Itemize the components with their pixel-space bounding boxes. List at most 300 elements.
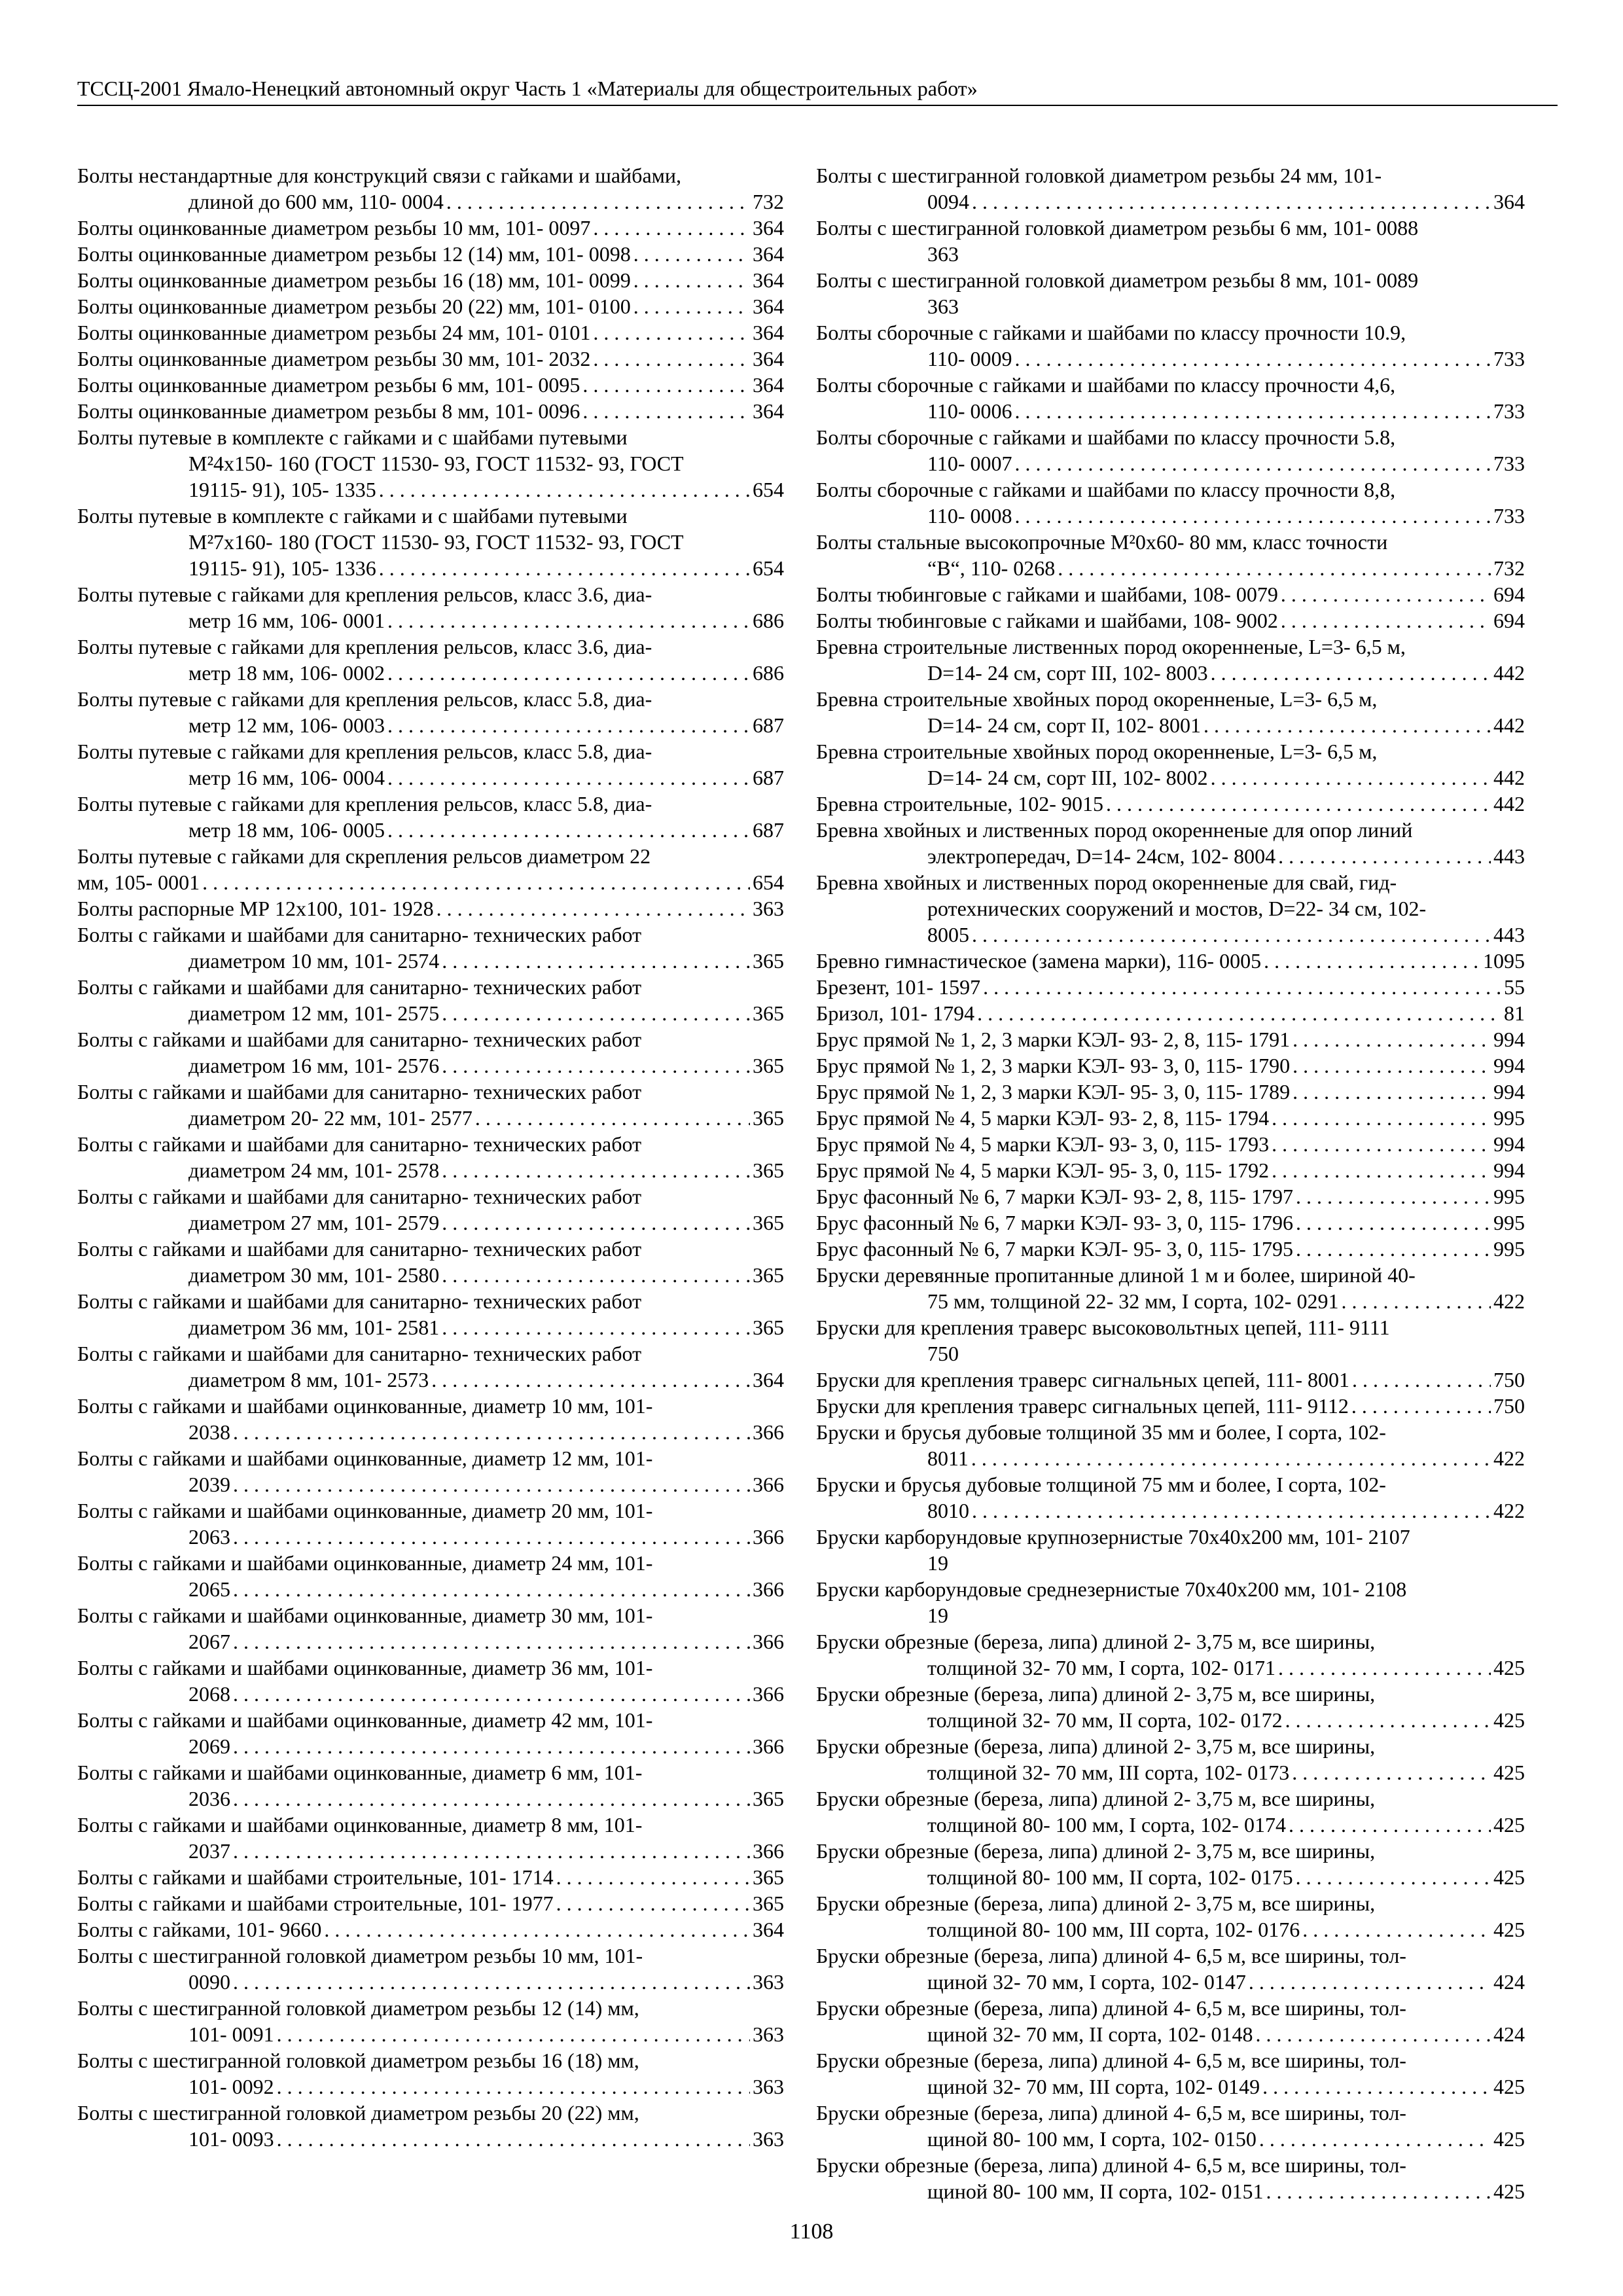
leader-dots — [1211, 764, 1491, 791]
index-entry — [77, 1498, 784, 1550]
index-entry — [77, 2047, 784, 2100]
entry-text-tail: 110- 0009 — [927, 347, 1012, 370]
entry-leader-line — [816, 1288, 1525, 1314]
index-entry — [77, 1445, 784, 1498]
entry-leader-line — [77, 1105, 784, 1131]
entry-text: Бруски карборундовые среднезернистые 70х40х200 мм, 101- 2108 — [816, 1577, 1407, 1601]
entry-leader-line — [77, 2073, 784, 2100]
entry-leader-line — [816, 791, 1525, 817]
leader-dots — [556, 1890, 750, 1916]
entry-text-tail: электропередач, D=14- 24см, 102- 8004 — [927, 844, 1276, 868]
leader-dots — [1272, 1131, 1491, 1157]
index-entry — [77, 1995, 784, 2047]
entry-page-number: 364 — [753, 268, 784, 292]
entry-leader-line — [77, 1890, 784, 1916]
index-entry — [816, 267, 1525, 319]
entry-text: Болты путевые с гайками для крепления рельсов, класс 5.8, диа- — [77, 687, 652, 711]
entry-leader-line — [816, 2073, 1525, 2100]
entry-text: Болты с гайками и шайбами оцинкованные, диаметр 8 мм, 101- — [77, 1813, 643, 1837]
entry-leader-line — [77, 241, 784, 267]
entry-page-number: 422 — [1493, 1446, 1525, 1470]
index-entry — [77, 1812, 784, 1864]
entry-leader-line — [816, 1105, 1525, 1131]
entry-leader-line — [77, 1576, 784, 1602]
entry-text: Болты с гайками и шайбами оцинкованные, диаметр 6 мм, 101- — [77, 1761, 643, 1784]
entry-text: Болты с гайками и шайбами оцинкованные, диаметр 36 мм, 101- — [77, 1656, 653, 1679]
entry-text-tail: диаметром 8 мм, 101- 2573 — [188, 1368, 429, 1391]
entry-text-tail: Бризол, 101- 1794 — [816, 1001, 975, 1025]
entry-page-number: 366 — [753, 1839, 784, 1863]
index-entry — [77, 1759, 784, 1812]
entry-page-number: 364 — [753, 295, 784, 318]
leader-dots — [431, 1367, 750, 1393]
entry-leader-line — [816, 974, 1525, 1000]
leader-dots — [233, 1628, 750, 1655]
index-entry — [77, 424, 784, 503]
index-entry — [816, 1183, 1525, 1210]
leader-dots — [1281, 607, 1491, 634]
entry-page-number: 654 — [753, 478, 784, 501]
entry-text-tail: D=14- 24 см, сорт II, 102- 8001 — [927, 713, 1201, 737]
entry-text-tail: толщиной 80- 100 мм, III сорта, 102- 0176 — [927, 1918, 1300, 1941]
entry-page-number: 425 — [1493, 1656, 1525, 1679]
leader-dots — [972, 188, 1491, 215]
entry-leader-line — [816, 2178, 1525, 2204]
index-entry — [816, 1419, 1525, 1471]
index-entry — [816, 1393, 1525, 1419]
entry-text-tail: Брус прямой № 1, 2, 3 марки КЭЛ- 93- 2, 8, 115- 1791 — [816, 1028, 1291, 1051]
entry-text-tail: Болты тюбинговые с гайками и шайбами, 108- 0079 — [816, 583, 1278, 606]
entry-text-tail: Брус прямой № 4, 5 марки КЭЛ- 95- 3, 0, 115- 1792 — [816, 1158, 1270, 1182]
entry-leader-line — [77, 398, 784, 424]
entry-page-number: 365 — [753, 1001, 784, 1025]
entry-page-number: 425 — [1493, 1918, 1525, 1941]
entry-page-number: 365 — [753, 1158, 784, 1182]
entry-text-tail: 19115- 91), 105- 1335 — [188, 478, 376, 501]
entry-page-number: 19 — [927, 1551, 948, 1575]
entry-page-number: 425 — [1493, 2179, 1525, 2203]
entry-text: Болты путевые с гайками для крепления рельсов, класс 5.8, диа- — [77, 740, 652, 763]
entry-text-tail: 101- 0093 — [188, 2127, 274, 2151]
entry-leader-line — [77, 1785, 784, 1812]
entry-text-tail: Бруски для крепления траверс сигнальных цепей, 111- 8001 — [816, 1368, 1350, 1391]
entry-text: Болты с гайками и шайбами оцинкованные, диаметр 24 мм, 101- — [77, 1551, 653, 1575]
entry-text-tail: толщиной 32- 70 мм, II сорта, 102- 0172 — [927, 1708, 1283, 1732]
entry-text-tail: толщиной 32- 70 мм, I сорта, 102- 0171 — [927, 1656, 1275, 1679]
entry-page-number: 425 — [1493, 1865, 1525, 1889]
entry-page-number: 425 — [1493, 2127, 1525, 2151]
index-entry — [77, 634, 784, 686]
index-entry — [77, 1707, 784, 1759]
entry-text-tail: 19115- 91), 105- 1336 — [188, 556, 376, 580]
entry-leader-line — [816, 1393, 1525, 1419]
index-entry — [77, 1288, 784, 1340]
entry-page-line — [816, 241, 1525, 267]
index-entry — [77, 686, 784, 738]
entry-page-number: 365 — [753, 1054, 784, 1077]
entry-page-number: 732 — [753, 190, 784, 213]
entry-text-tail: “В“, 110- 0268 — [927, 556, 1056, 580]
entry-page-number: 442 — [1493, 792, 1525, 816]
entry-page-number: 995 — [1493, 1211, 1525, 1234]
entry-text: Болты с гайками и шайбами для санитарно- технических работ — [77, 923, 642, 946]
entry-leader-line — [77, 215, 784, 241]
entry-text: Болты путевые в комплекте с гайками и с шайбами путевыми — [77, 425, 628, 449]
entry-text-tail: щиной 32- 70 мм, III сорта, 102- 0149 — [927, 2075, 1260, 2098]
leader-dots — [1352, 1367, 1491, 1393]
entry-text: Бруски обрезные (береза, липа) длиной 2- 3,75 м, все ширины, — [816, 1734, 1376, 1758]
leader-dots — [442, 1210, 750, 1236]
entry-text-tail: Болты оцинкованные диаметром резьбы 20 (22) мм, 101- 0100 — [77, 295, 631, 318]
index-entry — [77, 503, 784, 581]
entry-text-tail: 2069 — [188, 1734, 230, 1758]
leader-dots — [633, 267, 750, 293]
entry-text: Болты путевые с гайками для крепления рельсов, класс 3.6, диа- — [77, 635, 652, 658]
index-entry — [816, 738, 1525, 791]
entry-text: Болты с гайками и шайбами для санитарно- технических работ — [77, 1132, 642, 1156]
entry-page-number: 424 — [1493, 1970, 1525, 1994]
entry-page-number: 366 — [753, 1420, 784, 1444]
leader-dots — [475, 1105, 750, 1131]
entry-leader-line — [77, 1367, 784, 1393]
leader-dots — [233, 1524, 750, 1550]
index-entry — [77, 1079, 784, 1131]
entry-text-tail: 2038 — [188, 1420, 230, 1444]
leader-dots — [1341, 1288, 1491, 1314]
entry-text: Болты с гайками и шайбами для санитарно- технических работ — [77, 975, 642, 999]
entry-page-number: 365 — [753, 1211, 784, 1234]
leader-dots — [442, 1314, 750, 1340]
index-entry — [816, 1733, 1525, 1785]
entry-text-tail: Бруски для крепления траверс сигнальных цепей, 111- 9112 — [816, 1394, 1349, 1418]
leader-dots — [1289, 1812, 1491, 1838]
entry-leader-line — [77, 1969, 784, 1995]
entry-page-line — [816, 293, 1525, 319]
leader-dots — [593, 346, 750, 372]
entry-page-number: 732 — [1493, 556, 1525, 580]
entry-page-number: 364 — [753, 373, 784, 397]
entry-page-number: 422 — [1493, 1499, 1525, 1522]
entry-text-tail: щиной 80- 100 мм, I сорта, 102- 0150 — [927, 2127, 1257, 2151]
index-entry — [816, 1079, 1525, 1105]
entry-text-tail: Болты с гайками и шайбами строительные, 101- 1714 — [77, 1865, 554, 1889]
index-entry — [77, 974, 784, 1026]
index-entry — [77, 2100, 784, 2152]
index-entry — [77, 738, 784, 791]
leader-dots — [1262, 2073, 1491, 2100]
index-entry — [816, 1838, 1525, 1890]
index-entry — [77, 1340, 784, 1393]
index-column-right — [816, 162, 1525, 2204]
entry-leader-line — [77, 895, 784, 922]
entry-text-tail: Брус прямой № 1, 2, 3 марки КЭЛ- 95- 3, 0, 115- 1789 — [816, 1080, 1291, 1103]
index-entry — [77, 843, 784, 895]
index-entry — [816, 1236, 1525, 1262]
entry-text-tail: 110- 0006 — [927, 399, 1012, 423]
entry-leader-line — [816, 712, 1525, 738]
index-entry — [816, 319, 1525, 372]
leader-dots — [582, 398, 750, 424]
entry-page-number: 750 — [927, 1342, 959, 1365]
entry-page-number: 363 — [753, 2127, 784, 2151]
entry-leader-line — [816, 1026, 1525, 1052]
leader-dots — [324, 1916, 750, 1943]
index-entry — [77, 895, 784, 922]
entry-text-tail: Болты оцинкованные диаметром резьбы 6 мм, 101- 0095 — [77, 373, 580, 397]
entry-leader-line — [77, 1052, 784, 1079]
entry-text-tail: Брус прямой № 1, 2, 3 марки КЭЛ- 93- 3, 0, 115- 1790 — [816, 1054, 1291, 1077]
index-entry — [77, 1655, 784, 1707]
entry-page-number: 363 — [927, 295, 959, 318]
leader-dots — [1302, 1916, 1491, 1943]
index-entry — [816, 1314, 1525, 1367]
leader-dots — [1296, 1236, 1491, 1262]
leader-dots — [442, 1000, 750, 1026]
entry-page-number: 365 — [753, 1316, 784, 1339]
entry-text-tail: толщиной 80- 100 мм, I сорта, 102- 0174 — [927, 1813, 1286, 1837]
entry-leader-line — [816, 1210, 1525, 1236]
index-entry — [816, 869, 1525, 948]
entry-leader-line — [77, 948, 784, 974]
leader-dots — [1285, 1707, 1491, 1733]
entry-text: Болты с гайками и шайбами для санитарно- технических работ — [77, 1185, 642, 1208]
entry-leader-line — [77, 319, 784, 346]
entry-leader-line — [77, 1210, 784, 1236]
index-entry — [816, 2152, 1525, 2204]
leader-dots — [1272, 1157, 1491, 1183]
entry-page-number: 366 — [753, 1682, 784, 1706]
entry-leader-line — [816, 1759, 1525, 1785]
index-entry — [816, 1995, 1525, 2047]
leader-dots — [379, 476, 750, 503]
entry-leader-line — [77, 267, 784, 293]
entry-leader-line — [77, 764, 784, 791]
entry-leader-line — [77, 817, 784, 843]
entry-leader-line — [816, 922, 1525, 948]
index-entry — [816, 2047, 1525, 2100]
entry-page-number: 686 — [753, 661, 784, 685]
entry-leader-line — [816, 948, 1525, 974]
entry-text-tail: диаметром 10 мм, 101- 2574 — [188, 949, 440, 973]
index-entry — [77, 791, 784, 843]
entry-text-tail: 0094 — [927, 190, 969, 213]
leader-dots — [633, 293, 750, 319]
leader-dots — [1256, 2021, 1491, 2047]
entry-text: Болты сборочные с гайками и шайбами по классу прочности 10.9, — [816, 321, 1406, 344]
running-header: ТССЦ-2001 Ямало-Ненецкий автономный округ Часть 1 «Материалы для общестроительных работ» — [77, 77, 978, 100]
entry-text-tail: диаметром 30 мм, 101- 2580 — [188, 1263, 440, 1287]
entry-text: Болты путевые с гайками для крепления рельсов, класс 5.8, диа- — [77, 792, 652, 816]
index-entry — [816, 581, 1525, 607]
entry-text: Болты сборочные с гайками и шайбами по классу прочности 4,6, — [816, 373, 1396, 397]
entry-leader-line — [77, 2126, 784, 2152]
index-entry — [77, 1916, 784, 1943]
leader-dots — [442, 1157, 750, 1183]
entry-page-number: 363 — [753, 2022, 784, 2046]
entry-text-tail: длиной до 600 мм, 110- 0004 — [188, 190, 444, 213]
leader-dots — [442, 1262, 750, 1288]
entry-text: Болты с гайками и шайбами оцинкованные, диаметр 20 мм, 101- — [77, 1499, 653, 1522]
entry-page-number: 363 — [753, 1970, 784, 1994]
entry-text: Бревна строительные лиственных пород окоренненые, L=3- 6,5 м, — [816, 635, 1406, 658]
entry-text: Болты с шестигранной головкой диаметром резьбы 10 мм, 101- — [77, 1944, 643, 1967]
leader-dots — [1272, 1105, 1491, 1131]
leader-dots — [277, 2021, 750, 2047]
leader-dots — [387, 660, 750, 686]
entry-text-tail: диаметром 20- 22 мм, 101- 2577 — [188, 1106, 473, 1130]
entry-leader-line — [816, 1864, 1525, 1890]
entry-text-tail: диаметром 27 мм, 101- 2579 — [188, 1211, 440, 1234]
index-entry — [816, 817, 1525, 869]
entry-page-number: 687 — [753, 766, 784, 789]
index-entry — [77, 1550, 784, 1602]
leader-dots — [1292, 1759, 1491, 1785]
entry-text-continued: М²7х160- 180 (ГОСТ 11530- 93, ГОСТ 11532- 93, ГОСТ — [188, 530, 684, 554]
leader-dots — [387, 712, 750, 738]
entry-leader-line — [816, 1655, 1525, 1681]
entry-leader-line — [77, 1000, 784, 1026]
entry-text: Бруски и брусья дубовые толщиной 75 мм и более, I сорта, 102- — [816, 1473, 1386, 1496]
entry-text: Бруски карборундовые крупнозернистые 70х40х200 мм, 101- 2107 — [816, 1525, 1410, 1549]
entry-text: Болты с шестигранной головкой диаметром резьбы 8 мм, 101- 0089 — [816, 268, 1419, 292]
leader-dots — [1293, 1026, 1491, 1052]
index-entry — [816, 686, 1525, 738]
index-entry — [816, 1471, 1525, 1524]
index-entry — [816, 1576, 1525, 1628]
index-entry — [77, 581, 784, 634]
entry-text: Бруски обрезные (береза, липа) длиной 4- 6,5 м, все ширины, тол- — [816, 2049, 1406, 2072]
index-entry — [816, 1785, 1525, 1838]
entry-leader-line — [816, 764, 1525, 791]
entry-page-line — [816, 1550, 1525, 1576]
entry-page-number: 994 — [1493, 1054, 1525, 1077]
leader-dots — [1014, 346, 1491, 372]
index-entry — [816, 634, 1525, 686]
index-entry — [77, 1026, 784, 1079]
entry-text-tail: Брус фасонный № 6, 7 марки КЭЛ- 93- 3, 0, 115- 1796 — [816, 1211, 1293, 1234]
entry-text-tail: Брус фасонный № 6, 7 марки КЭЛ- 95- 3, 0, 115- 1795 — [816, 1237, 1293, 1261]
index-entry — [816, 215, 1525, 267]
entry-text-tail: диаметром 24 мм, 101- 2578 — [188, 1158, 440, 1182]
leader-dots — [277, 2073, 750, 2100]
entry-text-tail: щиной 80- 100 мм, II сорта, 102- 0151 — [927, 2179, 1264, 2203]
leader-dots — [1281, 581, 1491, 607]
entry-text-tail: 101- 0092 — [188, 2075, 274, 2098]
entry-page-number: 994 — [1493, 1132, 1525, 1156]
entry-leader-line — [77, 712, 784, 738]
entry-text: Болты с гайками и шайбами для санитарно- технических работ — [77, 1237, 642, 1261]
entry-leader-line — [77, 1471, 784, 1498]
entry-page-number: 733 — [1493, 347, 1525, 370]
entry-page-number: 694 — [1493, 583, 1525, 606]
index-entry — [816, 1890, 1525, 1943]
entry-text-tail: метр 16 мм, 106- 0001 — [188, 609, 385, 632]
index-entry — [77, 1943, 784, 1995]
leader-dots — [1351, 1393, 1491, 1419]
leader-dots — [1058, 555, 1491, 581]
entry-leader-line — [816, 1052, 1525, 1079]
leader-dots — [1259, 2126, 1491, 2152]
entry-leader-line — [816, 503, 1525, 529]
entry-leader-line — [77, 1157, 784, 1183]
entry-leader-line — [77, 188, 784, 215]
entry-text-tail: 110- 0008 — [927, 504, 1012, 528]
entry-text: Болты нестандартные для конструкций связи с гайками и шайбами, — [77, 164, 682, 187]
entry-text-tail: Бревна строительные, 102- 9015 — [816, 792, 1103, 816]
entry-leader-line — [816, 346, 1525, 372]
entry-text: Бруски обрезные (береза, липа) длиной 2- 3,75 м, все ширины, — [816, 1839, 1376, 1863]
entry-leader-line — [77, 1524, 784, 1550]
entry-page-number: 366 — [753, 1525, 784, 1549]
entry-text: Болты с гайками и шайбами оцинкованные, диаметр 10 мм, 101- — [77, 1394, 653, 1418]
entry-text: Болты с шестигранной головкой диаметром резьбы 6 мм, 101- 0088 — [816, 216, 1419, 240]
entry-page-number: 364 — [753, 399, 784, 423]
entry-page-number: 19 — [927, 1604, 948, 1627]
leader-dots — [233, 1576, 750, 1602]
index-entry — [816, 1000, 1525, 1026]
entry-leader-line — [816, 581, 1525, 607]
entry-leader-line — [816, 843, 1525, 869]
entry-page-number: 995 — [1493, 1106, 1525, 1130]
entry-leader-line — [816, 1969, 1525, 1995]
entry-text: Болты с шестигранной головкой диаметром резьбы 20 (22) мм, — [77, 2101, 639, 2125]
entry-text: Бруски для крепления траверс высоковольтных цепей, 111- 9111 — [816, 1316, 1390, 1339]
entry-text-tail: метр 12 мм, 106- 0003 — [188, 713, 385, 737]
entry-text-tail: Болты с гайками, 101- 9660 — [77, 1918, 322, 1941]
entry-page-number: 687 — [753, 818, 784, 842]
entry-text-tail: 0090 — [188, 1970, 230, 1994]
leader-dots — [1296, 1183, 1491, 1210]
index-entry — [816, 1262, 1525, 1314]
entry-leader-line — [77, 2021, 784, 2047]
entry-text: Бруски обрезные (береза, липа) длиной 2- 3,75 м, все ширины, — [816, 1682, 1376, 1706]
entry-page-number: 1095 — [1483, 949, 1525, 973]
index-entry — [816, 424, 1525, 476]
leader-dots — [1266, 2178, 1491, 2204]
entry-text: Болты с гайками и шайбами оцинкованные, диаметр 42 мм, 101- — [77, 1708, 653, 1732]
entry-leader-line — [77, 1838, 784, 1864]
leader-dots — [233, 1838, 750, 1864]
leader-dots — [387, 817, 750, 843]
entry-leader-line — [816, 450, 1525, 476]
index-entry — [77, 267, 784, 293]
entry-leader-line — [816, 1183, 1525, 1210]
entry-page-number: 442 — [1493, 713, 1525, 737]
entry-leader-line — [77, 607, 784, 634]
leader-dots — [233, 1471, 750, 1498]
entry-text-tail: 8011 — [927, 1446, 969, 1470]
entry-leader-line — [77, 476, 784, 503]
leader-dots — [387, 607, 750, 634]
entry-leader-line — [816, 2126, 1525, 2152]
entry-leader-line — [816, 555, 1525, 581]
entry-page-line — [816, 1602, 1525, 1628]
entry-leader-line — [816, 1367, 1525, 1393]
entry-text-tail: толщиной 80- 100 мм, II сорта, 102- 0175 — [927, 1865, 1293, 1889]
entry-leader-line — [77, 1628, 784, 1655]
entry-page-number: 424 — [1493, 2022, 1525, 2046]
entry-leader-line — [816, 1916, 1525, 1943]
index-entry — [816, 607, 1525, 634]
entry-leader-line — [816, 660, 1525, 686]
entry-text-tail: 110- 0007 — [927, 452, 1012, 475]
index-entry — [816, 162, 1525, 215]
leader-dots — [1278, 843, 1491, 869]
entry-page-number: 694 — [1493, 609, 1525, 632]
entry-leader-line — [77, 293, 784, 319]
leader-dots — [277, 2126, 750, 2152]
index-entry — [77, 319, 784, 346]
